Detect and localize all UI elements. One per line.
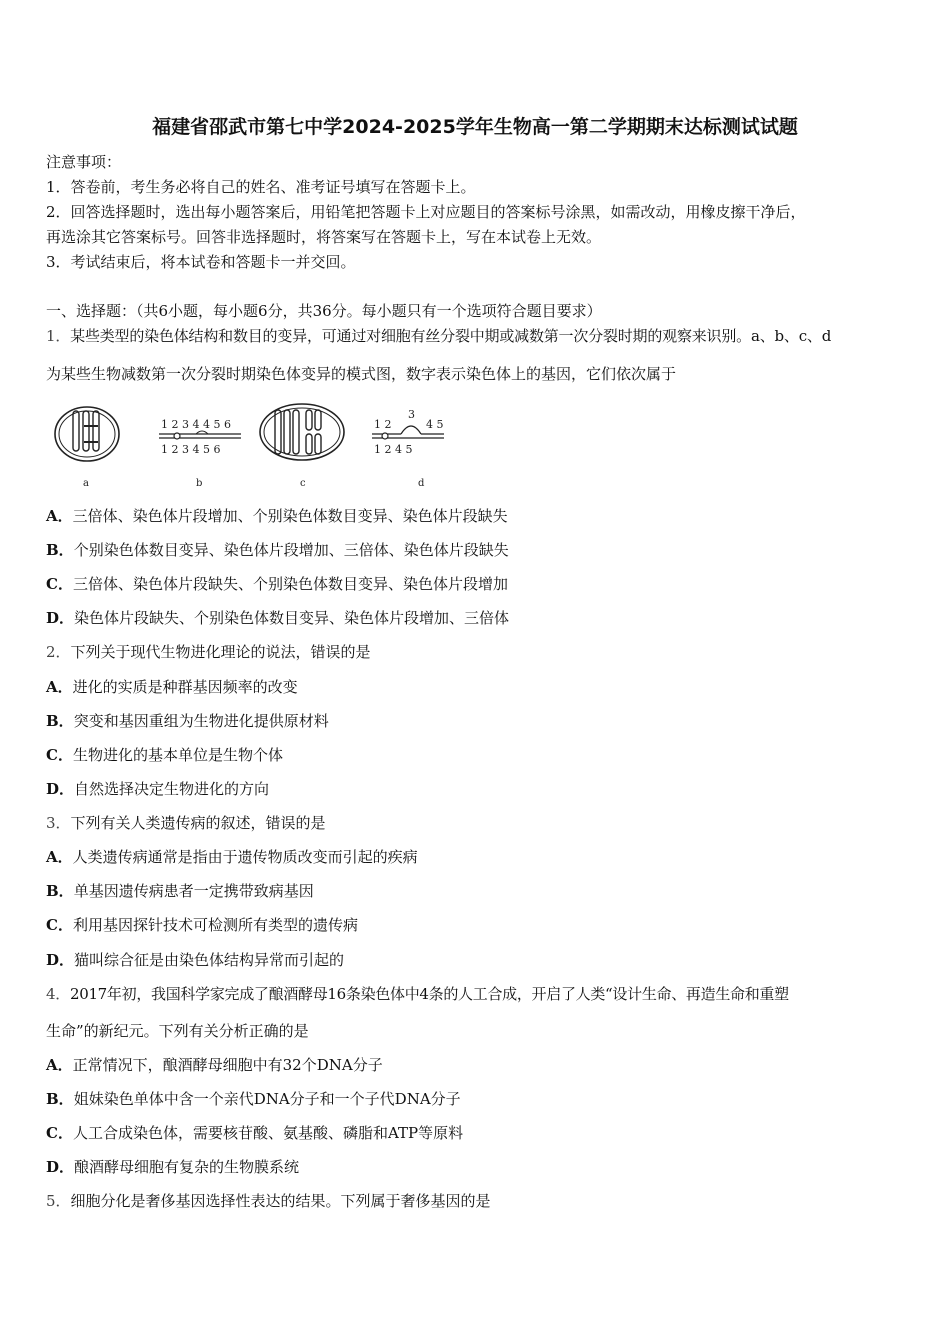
option-text: 酿酒酵母细胞有复杂的生物膜系统 (74, 1158, 300, 1176)
option-d (46, 779, 269, 799)
figure-label: d (418, 478, 425, 489)
option-a (46, 677, 298, 697)
question-text: 下列关于现代生物进化理论的说法，错误的是 (70, 643, 371, 661)
option-label: D． (46, 780, 75, 798)
option-label: A． (46, 1056, 73, 1074)
question-4-stem-cont: 生命”的新纪元。下列有关分析正确的是 (46, 1022, 309, 1040)
notice-item: 3．考试结束后，将本试卷和答题卡一并交回。 (46, 253, 356, 271)
option-text: 三倍体、染色体片段缺失、个别染色体数目变异、染色体片段增加 (72, 575, 508, 593)
option-text: 个别染色体数目变异、染色体片段增加、三倍体、染色体片段缺失 (73, 541, 509, 559)
option-label: D． (46, 951, 75, 969)
question-text: 细胞分化是奢侈基因选择性表达的结果。下列属于奢侈基因的是 (70, 1192, 491, 1210)
option-label: C． (46, 1124, 73, 1142)
question-text: 2017年初，我国科学家完成了酿酒酵母16条染色体中4条的人工合成，开启了人类“设计生命、再造生命和重塑 (69, 985, 789, 1003)
gene-sequence-bottom: 1 2 3 4 5 6 (161, 443, 221, 456)
question-1-stem-cont: 为某些生物减数第一次分裂时期染色体变异的模式图，数字表示染色体上的基因，它们依次属于 (46, 365, 677, 383)
option-label: B． (46, 1090, 74, 1108)
page-title: 福建省邵武市第七中学2024-2025学年生物高一第二学期期末达标测试试题 (152, 116, 798, 138)
option-label: C． (46, 575, 73, 593)
figure-label: c (300, 478, 306, 489)
option-label: A． (46, 678, 73, 696)
gene-sequence-bottom: 1 2 4 5 (374, 443, 413, 456)
question-number: 4． (46, 985, 70, 1003)
question-5-stem (46, 1191, 491, 1211)
option-c (46, 915, 358, 935)
option-text: 人类遗传病通常是指由于遗传物质改变而引起的疾病 (72, 848, 418, 866)
gene-sequence-top: 1 2 3 4 4 5 6 (161, 418, 231, 431)
option-a (46, 1055, 383, 1075)
option-text: 生物进化的基本单位是生物个体 (72, 746, 283, 764)
option-b (46, 711, 329, 731)
option-c (46, 574, 508, 594)
option-b (46, 881, 314, 901)
question-4-stem (46, 984, 789, 1004)
gene-loop: 3 (408, 408, 415, 421)
option-c (46, 745, 283, 765)
question-number: 2． (46, 643, 71, 661)
option-text: 正常情况下，酿酒酵母细胞中有32个DNA分子 (72, 1056, 383, 1074)
option-label: C． (46, 916, 73, 934)
option-text: 猫叫综合征是由染色体结构异常而引起的 (74, 951, 345, 969)
option-d (46, 950, 344, 970)
option-label: B． (46, 882, 74, 900)
option-label: B． (46, 541, 74, 559)
figure-c (260, 404, 344, 460)
section-header: 一、选择题：（共6小题，每小题6分，共36分。每小题只有一个选项符合题目要求） (46, 302, 602, 320)
option-text: 姐妹染色单体中含一个亲代DNA分子和一个子代DNA分子 (73, 1090, 461, 1108)
option-label: D． (46, 609, 75, 627)
notice-item: 再选涂其它答案标号。回答非选择题时，将答案写在答题卡上，写在本试卷上无效。 (46, 228, 602, 246)
option-a (46, 847, 418, 867)
question-number: 1． (46, 327, 71, 345)
question-1-stem (46, 326, 831, 346)
question-number: 3． (46, 814, 71, 832)
notice-item: 1．答卷前，考生务必将自己的姓名、准考证号填写在答题卡上。 (46, 178, 476, 196)
notice-heading: 注意事项： (46, 153, 122, 171)
question-text: 下列有关人类遗传病的叙述，错误的是 (70, 814, 326, 832)
question-number: 5． (46, 1192, 71, 1210)
figure-a (55, 407, 119, 461)
figure-label: b (196, 478, 203, 489)
chromosome-variation-figure (46, 398, 466, 493)
option-label: C． (46, 746, 73, 764)
question-text: 某些类型的染色体结构和数目的变异，可通过对细胞有丝分裂中期或减数第一次分裂时期的观察来识别。a、b、c、d (70, 327, 832, 345)
option-d (46, 1157, 299, 1177)
option-text: 三倍体、染色体片段增加、个别染色体数目变异、染色体片段缺失 (72, 507, 508, 525)
figure-label: a (83, 478, 89, 489)
option-label: B． (46, 712, 74, 730)
option-label: A． (46, 507, 73, 525)
option-a (46, 506, 508, 526)
option-label: A． (46, 848, 73, 866)
gene-sequence-top-left: 1 2 (374, 418, 392, 431)
notice-item: 2．回答选择题时，选出每小题答案后，用铅笔把答题卡上对应题目的答案标号涂黑，如需改动，用橡皮擦干净后， (46, 203, 806, 221)
option-text: 突变和基因重组为生物进化提供原材料 (73, 712, 329, 730)
question-2-stem (46, 642, 371, 662)
option-text: 进化的实质是种群基因频率的改变 (72, 678, 298, 696)
option-text: 人工合成染色体，需要核苷酸、氨基酸、磷脂和ATP等原料 (72, 1124, 464, 1142)
option-text: 单基因遗传病患者一定携带致病基因 (73, 882, 314, 900)
option-d (46, 608, 509, 628)
option-b (46, 1089, 461, 1109)
option-c (46, 1123, 463, 1143)
figure-b (159, 418, 241, 456)
gene-sequence-top-right: 4 5 (426, 418, 444, 431)
option-b (46, 540, 509, 560)
question-3-stem (46, 813, 326, 833)
option-text: 自然选择决定生物进化的方向 (74, 780, 270, 798)
option-label: D． (46, 1158, 75, 1176)
figure-d (372, 408, 444, 456)
option-text: 利用基因探针技术可检测所有类型的遗传病 (72, 916, 358, 934)
option-text: 染色体片段缺失、个别染色体数目变异、染色体片段增加、三倍体 (74, 609, 510, 627)
